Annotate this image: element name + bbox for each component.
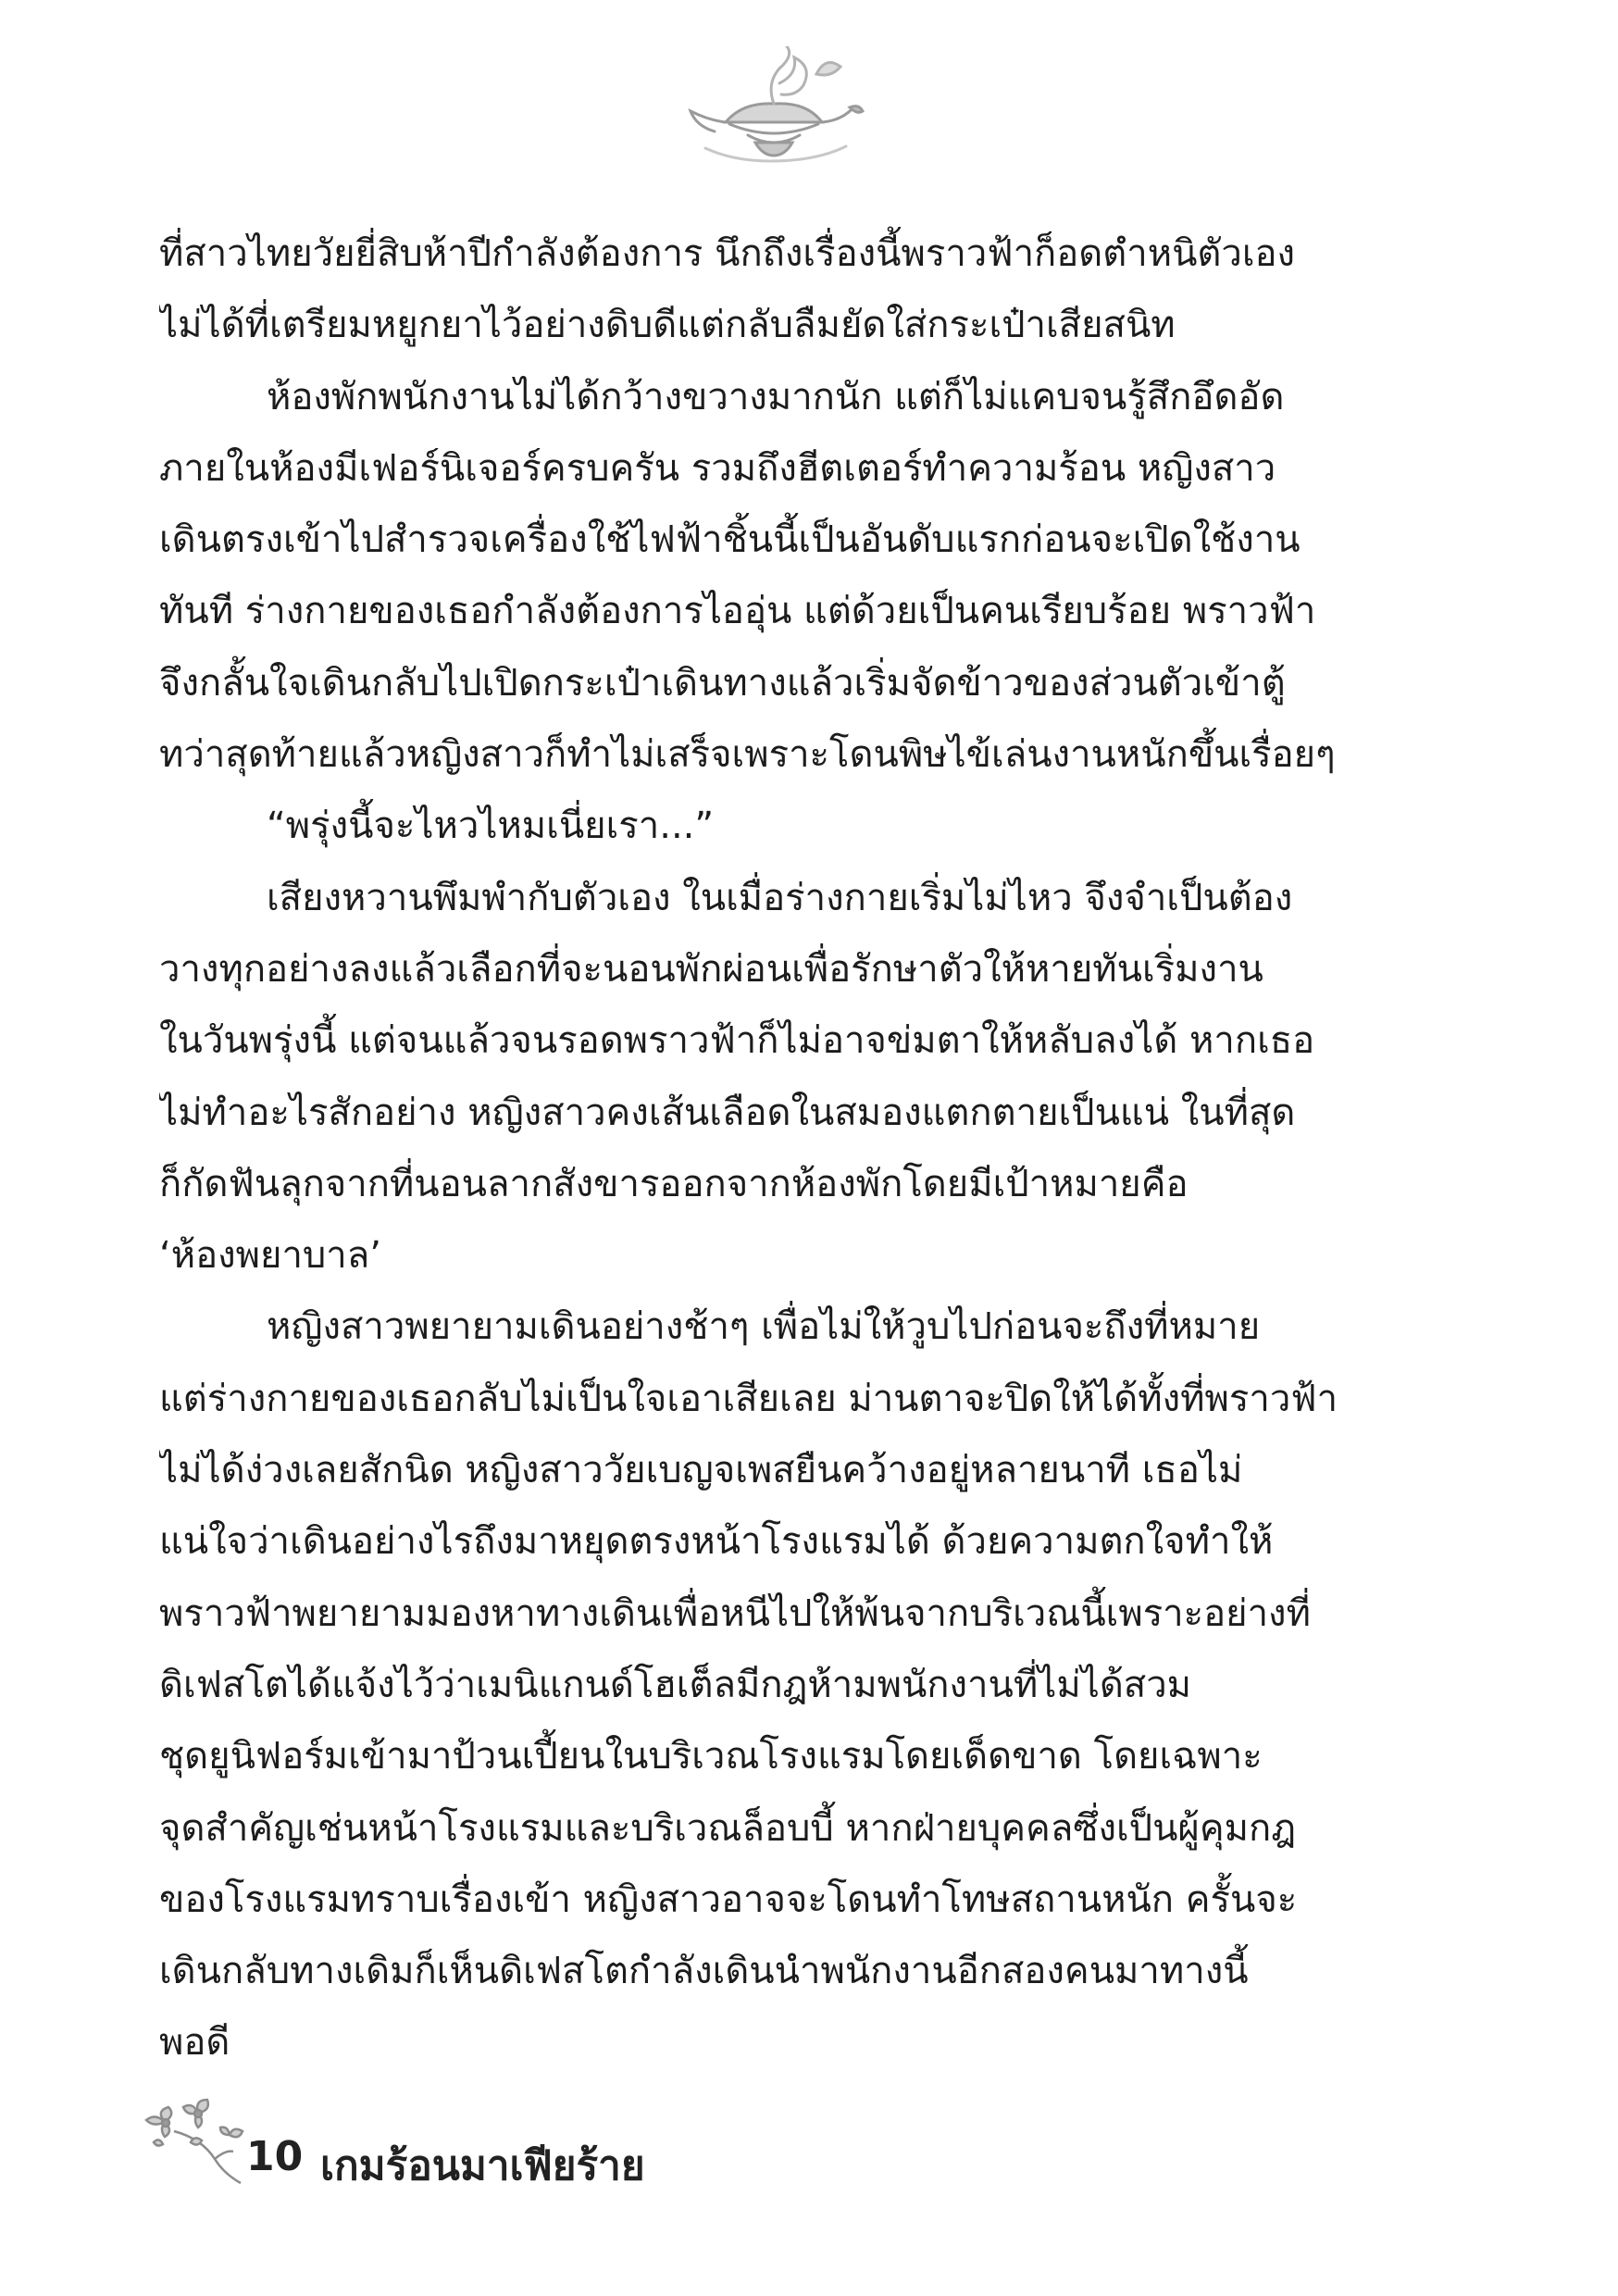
text-line: ทันที ร่างกายของเธอกำลังต้องการไออุ่น แต่ด้วยเป็นคนเรียบร้อย พราวฟ้า [159,590,1316,633]
text-line: ไม่ทำอะไรสักอย่าง หญิงสาวคงเส้นเลือดในสมองแตกตายเป็นแน่ ในที่สุด [159,1091,1296,1134]
genie-lamp-ornament [678,46,872,167]
orchid-icon [137,2094,257,2187]
text-line: ที่สาวไทยวัยยี่สิบห้าปีกำลังต้องการ นึกถึงเรื่องนี้พราวฟ้าก็อดตำหนิตัวเอง [159,232,1296,275]
text-line: ดิเฟสโตได้แจ้งไว้ว่าเมนิแกนด์โฮเต็ลมีกฎห้ามพนักงานที่ไม่ได้สวม [159,1663,1192,1706]
text-line: พอดี [159,2021,230,2065]
text-line: เดินตรงเข้าไปสำรวจเครื่องใช้ไฟฟ้าชิ้นนี้เป็นอันดับแรกก่อนจะเปิดใช้งาน [159,518,1301,562]
text-line: “พรุ่งนี้จะไหวไหมเนี่ยเรา...” [267,805,715,848]
text-line: จุดสำคัญเช่นหน้าโรงแรมและบริเวณล็อบบี้ หากฝ่ายบุคคลซึ่งเป็นผู้คุมกฎ [159,1806,1297,1850]
text-line: ชุดยูนิฟอร์มเข้ามาป้วนเปี้ยนในบริเวณโรงแรมโดยเด็ดขาด โดยเฉพาะ [159,1735,1263,1778]
body-text [159,218,1346,2079]
text-line: ไม่ได้ง่วงเลยสักนิด หญิงสาววัยเบญจเพสยืนคว้างอยู่หลายนาที เธอไม่ [159,1449,1243,1492]
text-line: ก็กัดฟันลุกจากที่นอนลากสังขารออกจากห้องพักโดยมีเป้าหมายคือ [159,1162,1189,1205]
text-line: ในวันพรุ่งนี้ แต่จนแล้วจนรอดพราวฟ้าก็ไม่อาจข่มตาให้หลับลงได้ หากเธอ [159,1019,1315,1063]
text-line: แน่ใจว่าเดินอย่างไรถึงมาหยุดตรงหน้าโรงแรมได้ ด้วยความตกใจทำให้ [159,1520,1274,1564]
text-line: หญิงสาวพยายามเดินอย่างช้าๆ เพื่อไม่ให้วูบไปก่อนจะถึงที่หมาย [267,1305,1261,1349]
book-title: เกมร้อนมาเฟียร้าย [320,2142,645,2190]
page-footer [137,2094,803,2205]
text-line: เดินกลับทางเดิมก็เห็นดิเฟสโตกำลังเดินนำพนักงานอีกสองคนมาทางนี้ [159,1950,1249,1993]
text-line: แต่ร่างกายของเธอกลับไม่เป็นใจเอาเสียเลย ม่านตาจะปิดให้ได้ทั้งที่พราวฟ้า [159,1377,1338,1420]
text-line: เสียงหวานพึมพำกับตัวเอง ในเมื่อร่างกายเริ่มไม่ไหว จึงจำเป็นต้อง [267,876,1293,919]
text-line: ของโรงแรมทราบเรื่องเข้า หญิงสาวอาจจะโดนทำโทษสถานหนัก ครั้นจะ [159,1878,1298,1921]
page-number: 10 [246,2133,304,2180]
text-line: วางทุกอย่างลงแล้วเลือกที่จะนอนพักผ่อนเพื่อรักษาตัวให้หายทันเริ่มงาน [159,947,1263,991]
text-line: ภายในห้องมีเฟอร์นิเจอร์ครบครัน รวมถึงฮีตเตอร์ทำความร้อน หญิงสาว [159,446,1276,490]
text-line: ทว่าสุดท้ายแล้วหญิงสาวก็ทำไม่เสร็จเพราะโดนพิษไข้เล่นงานหนักขึ้นเรื่อยๆ [159,733,1336,777]
text-line: พราวฟ้าพยายามมองหาทางเดินเพื่อหนีไปให้พ้นจากบริเวณนี้เพราะอย่างที่ [159,1591,1311,1635]
text-line: จึงกลั้นใจเดินกลับไปเปิดกระเป๋าเดินทางแล้วเริ่มจัดข้าวของส่วนตัวเข้าตู้ [159,661,1286,705]
text-line: ‘ห้องพยาบาล’ [159,1234,381,1278]
text-line: ห้องพักพนักงานไม่ได้กว้างขวางมากนัก แต่ก็ไม่แคบจนรู้สึกอึดอัด [267,375,1285,418]
text-line: ไม่ได้ที่เตรียมหยูกยาไว้อย่างดิบดีแต่กลับลืมยัดใส่กระเป๋าเสียสนิท [159,304,1176,347]
